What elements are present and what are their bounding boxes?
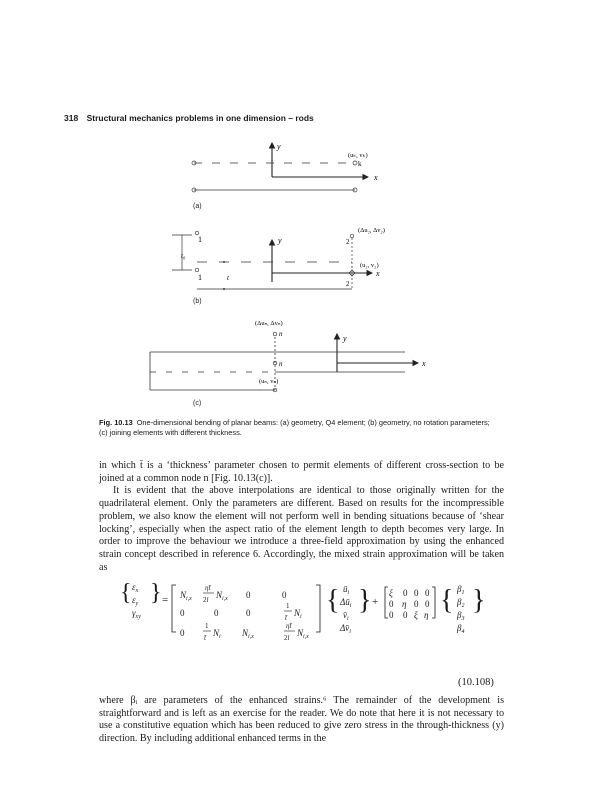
t-label: t (227, 274, 229, 282)
node-k-label: k (358, 160, 362, 168)
figure-label: Fig. 10.13 (99, 418, 133, 427)
m12-num: ηt̄ (205, 584, 211, 592)
d2: $\Delta ū_i$ (340, 597, 352, 609)
page-number: 318 (64, 113, 79, 123)
node-2-top-label: 2 (346, 238, 350, 246)
axis-y-label: y (343, 334, 347, 343)
disp-brace-left: { (326, 585, 340, 616)
m31: 0 (180, 628, 185, 638)
beta-brace-right: } (472, 585, 486, 616)
equation-number: (10.108) (458, 677, 494, 688)
matrix-bracket-left (172, 585, 176, 632)
body-text-continued (99, 695, 504, 746)
node-displacement-label: (uₙ, vₙ) (259, 378, 279, 385)
e24: 0 (425, 599, 430, 609)
m34: $N_{i,x}$ (297, 628, 309, 640)
beta2: $\beta_2$ (457, 597, 465, 609)
beta3: $\beta_3$ (457, 610, 465, 622)
e34: η (424, 610, 429, 620)
caption-text: One-dimensional bending of planar beams: (a) geometry, Q4 element; (b) geometry, no rotation parameters; (c) joining elements with different thickness. (99, 418, 490, 437)
m32-num: 1 (205, 622, 209, 630)
m32-den: t̄ (204, 634, 206, 642)
thickness-label: t₀ (181, 252, 186, 260)
node-1-bottom-label: 1 (198, 273, 202, 282)
plus-sign: + (372, 596, 379, 608)
gamma-xy: $\gamma_{xy}$ (132, 608, 141, 620)
matrix-bracket-right (316, 585, 320, 632)
part-label-b: (b) (193, 298, 202, 305)
m12-den: 2l (203, 596, 209, 604)
node-1-top-label: 1 (198, 235, 202, 244)
e12: 0 (403, 588, 408, 598)
e31: 0 (389, 610, 394, 620)
equals-sign: = (162, 594, 169, 606)
m34-num: ηt̄ (286, 622, 292, 630)
axis-x-label: x (374, 173, 378, 182)
d4: $\Delta v̄_i$ (340, 623, 351, 635)
node-displacement-label: (u₂, v₂) (360, 262, 379, 269)
e33: ξ (414, 610, 418, 620)
paragraph: in which t̄ is a ‘thickness’ parameter chosen to permit elements of different cross-section to be joined at a common node n [Fig. 10.13(c)]. (99, 460, 504, 484)
m12: $N_{i,x}$ (216, 590, 228, 602)
beta1: $\beta_1$ (457, 584, 465, 596)
m13: 0 (246, 590, 251, 600)
eps-x: $\varepsilon_x$ (132, 582, 139, 594)
m24: $N_i$ (294, 608, 302, 620)
m34-den: 2l (284, 634, 290, 642)
delta-displacement-label: (Δuₙ, Δvₙ) (255, 320, 283, 327)
m11: $N_{i,x}$ (180, 590, 192, 602)
delta-displacement-label: (Δu₂, Δv₂) (358, 227, 385, 234)
e23: 0 (414, 599, 419, 609)
part-label-c: (c) (193, 400, 202, 407)
e11: ξ (389, 588, 393, 598)
paragraph: where βᵢ are parameters of the enhanced strains.⁶ The remainder of the development is straightforward and is left as an exercise for the reader. We do note that here it is not necessary to use a constitutive equation which has been reduced to give zero stress in the through-thickness (y) direction. By including additional enhanced terms in the (99, 695, 504, 745)
m24-den: t̄ (285, 614, 287, 622)
eps-y: $\varepsilon_y$ (132, 595, 139, 607)
part-label-a: (a) (193, 203, 202, 210)
m22: 0 (214, 608, 219, 618)
node-2-bottom-label: 2 (346, 280, 350, 288)
e-bracket-right (432, 587, 435, 618)
e21: 0 (389, 599, 394, 609)
beta4: $\beta_4$ (457, 623, 465, 635)
right-brace: } (150, 580, 162, 606)
d1: $ū_i$ (343, 584, 350, 596)
e14: 0 (425, 588, 430, 598)
paragraph: It is evident that the above interpolations are identical to those originally written for the quadrilateral element. Only the parameters are different. Based on results for the incompressible problem, we also know the element will not perform well in bending situations because of ‘shear locking’, especially when the aspect ratio of the element length to depth becomes very large. In order to improve the behaviour we introduce a three-field approximation by using the enhanced strain concept described in reference 6. Accordingly, the mixed strain approximation will be taken as (99, 485, 504, 573)
e32: 0 (403, 610, 408, 620)
m33: $N_{i,x}$ (242, 628, 254, 640)
axis-x-label: x (422, 359, 426, 368)
left-brace: { (120, 580, 132, 606)
running-title: Structural mechanics problems in one dimension – rods (86, 113, 314, 123)
node-n-bottom-label: n (279, 360, 283, 368)
axis-x-label: x (376, 269, 380, 278)
axis-y-label: y (277, 142, 281, 151)
m32: $N_i$ (213, 628, 221, 640)
m14: 0 (282, 590, 287, 600)
e22: η (402, 599, 407, 609)
e13: 0 (414, 588, 419, 598)
m24-num: 1 (286, 602, 290, 610)
node-n-top-label: n (279, 330, 283, 338)
axis-y-label: y (278, 236, 282, 245)
m21: 0 (180, 608, 185, 618)
d3: $v̄_i$ (343, 610, 349, 622)
beta-brace-left: { (440, 585, 454, 616)
disp-brace-right: } (358, 585, 372, 616)
m23: 0 (246, 608, 251, 618)
node-displacement-label: (uₖ, vₖ) (348, 152, 368, 159)
e-bracket-left (385, 587, 388, 618)
